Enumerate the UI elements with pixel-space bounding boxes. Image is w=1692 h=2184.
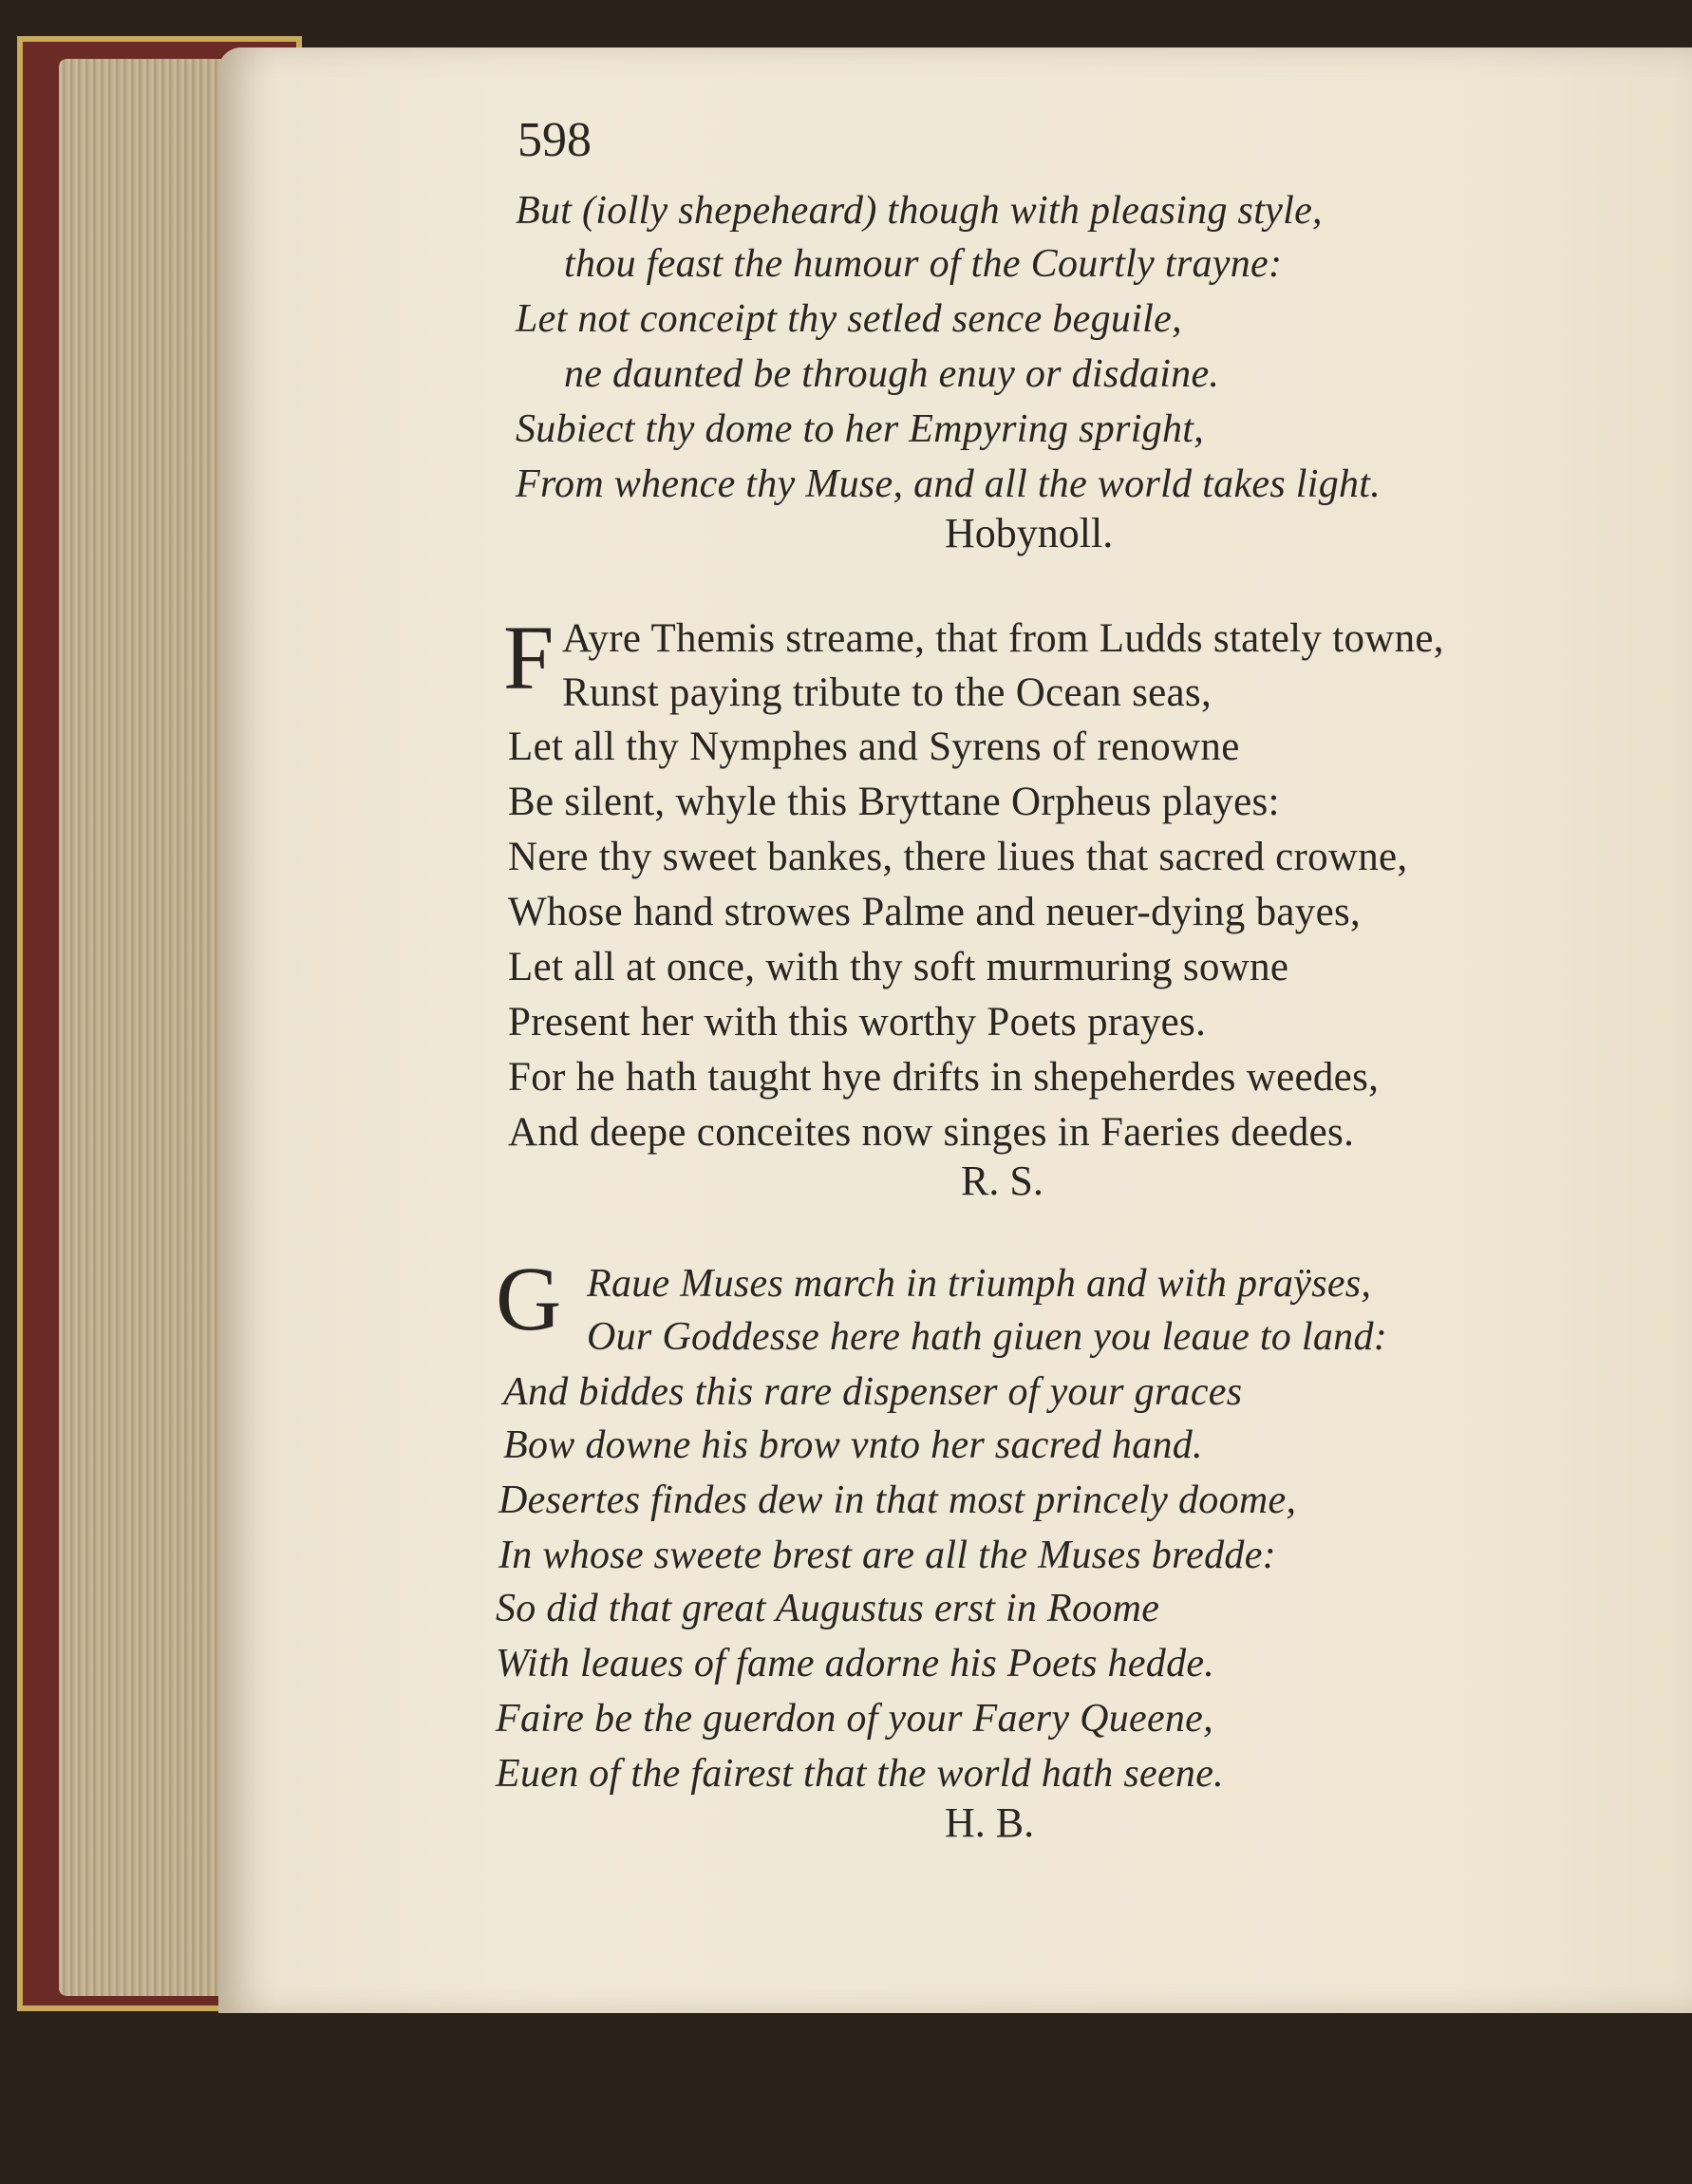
poem2-line-1: Ayre Themis streame, that from Ludds stately towne, [562, 616, 1444, 661]
poem3-line-2: Our Goddesse here hath giuen you leaue to land: [587, 1315, 1388, 1359]
poem1-line-4: ne daunted be through enuy or disdaine. [564, 352, 1220, 396]
page-number: 598 [517, 113, 592, 167]
page-edges [59, 59, 239, 1996]
poem2-line-6: Whose hand strowes Palme and neuer-dying bayes, [508, 890, 1362, 934]
poem3-line-4: Bow downe his brow vnto her sacred hand. [503, 1423, 1203, 1467]
poem1-line-3: Let not conceipt thy setled sence beguile, [516, 297, 1182, 341]
poem1-signature: Hobynoll. [945, 510, 1114, 556]
poem2-line-2: Runst paying tribute to the Ocean seas, [562, 670, 1213, 715]
poem2-line-5: Nere thy sweet bankes, there liues that sacred crowne, [508, 835, 1408, 879]
poem1-line-5: Subiect thy dome to her Empyring spright, [516, 407, 1205, 451]
poem2-line-10: And deepe conceites now singes in Faeries deedes. [508, 1110, 1355, 1155]
poem3-line-8: With leaues of fame adorne his Poets hedde. [496, 1642, 1215, 1685]
poem2-line-7: Let all at once, with thy soft murmuring sowne [508, 945, 1289, 989]
poem1-line-1: But (iolly shepeheard) though with pleasing style, [516, 189, 1323, 233]
poem3-line-3: And biddes this rare dispenser of your graces [503, 1370, 1243, 1414]
poem2-line-4: Be silent, whyle this Bryttane Orpheus playes: [508, 780, 1280, 824]
poem2-line-9: For he hath taught hye drifts in shepeherdes weedes, [508, 1055, 1380, 1100]
poem3-signature: H. B. [945, 1799, 1035, 1846]
poem3-line-10: Euen of the fairest that the world hath seene. [496, 1752, 1224, 1796]
poem3-line-1: Raue Muses march in triumph and with praÿses, [587, 1262, 1372, 1306]
poem3-dropcap: G [496, 1248, 562, 1349]
poem2-dropcap: F [503, 607, 555, 708]
poem1-line-2: thou feast the humour of the Courtly trayne: [564, 242, 1283, 286]
poem3-line-6: In whose sweete brest are all the Muses bredde: [498, 1534, 1276, 1577]
poem2-signature: R. S. [961, 1158, 1043, 1204]
poem3-line-9: Faire be the guerdon of your Faery Queene, [496, 1697, 1213, 1741]
poem2-line-8: Present her with this worthy Poets prayes. [508, 1000, 1207, 1045]
poem1-line-6: From whence thy Muse, and all the world takes light. [516, 462, 1382, 506]
poem2-line-3: Let all thy Nymphes and Syrens of renowne [508, 725, 1240, 769]
poem3-line-5: Desertes findes dew in that most princely doome, [498, 1478, 1297, 1522]
poem3-line-7: So did that great Augustus erst in Roome [496, 1587, 1160, 1630]
